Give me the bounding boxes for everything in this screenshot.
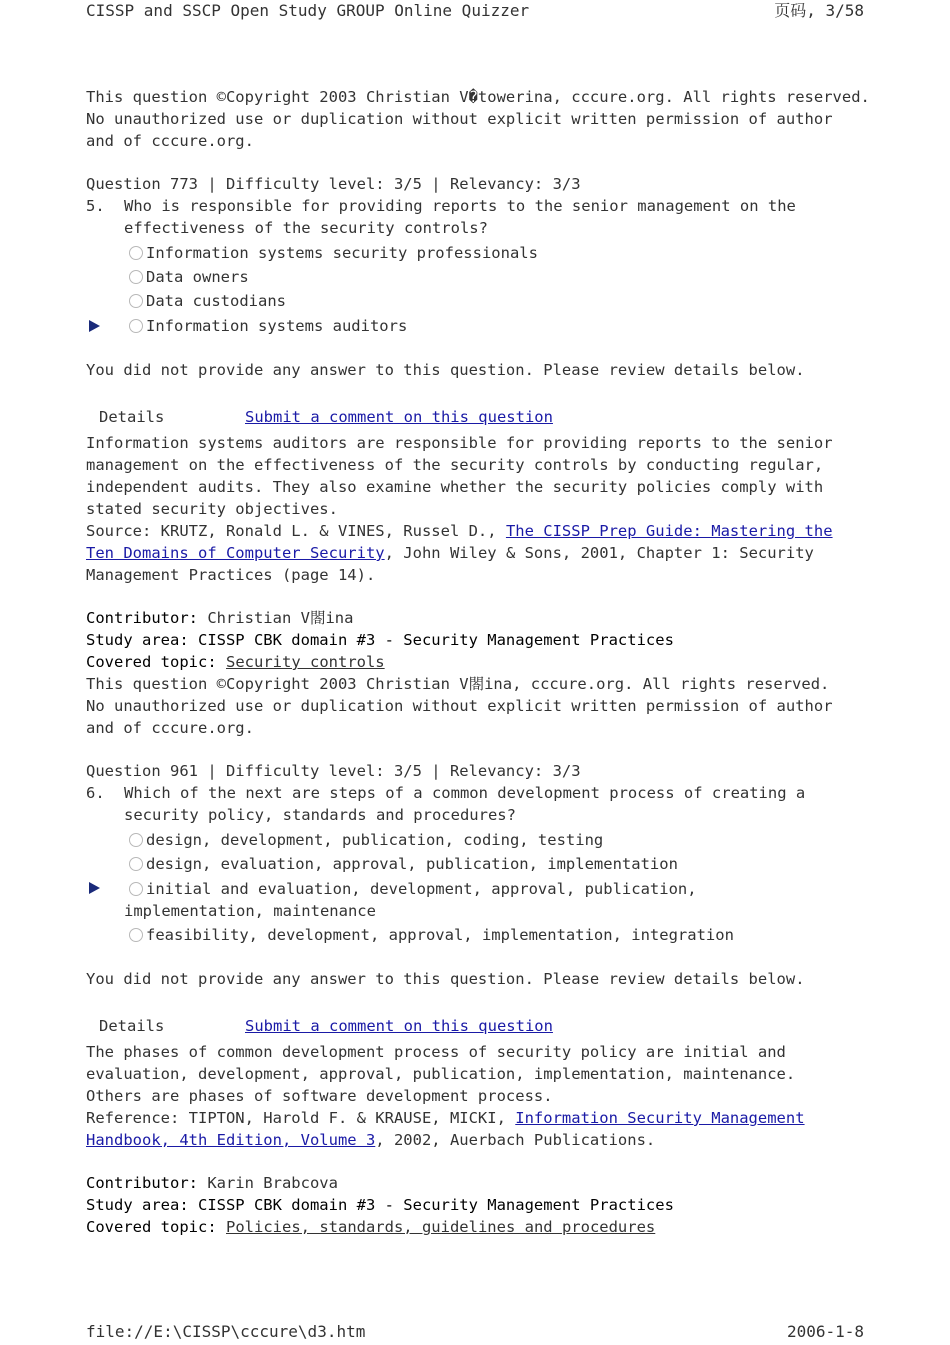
option-label-continued: implementation, maintenance: [124, 902, 376, 920]
source-suffix: , John Wiley & Sons, 2001, Chapter 1: Security: [384, 544, 814, 562]
option-label: design, development, publication, coding, testing: [146, 831, 604, 849]
explanation-line: The phases of common development process of security policy are initial and: [86, 1043, 786, 1061]
explanation-line: Others are phases of software development process.: [86, 1087, 553, 1105]
study-area: Study area: CISSP CBK domain #3 - Security Management Practices: [86, 631, 674, 649]
book-link[interactable]: Information Security Management: [515, 1109, 805, 1127]
book-link[interactable]: Ten Domains of Computer Security: [86, 544, 385, 562]
copyright-line: and of cccure.org.: [86, 719, 254, 737]
source-prefix: Source: KRUTZ, Ronald L. & VINES, Russel D.,: [86, 522, 506, 540]
question-number: 5.: [86, 197, 105, 215]
question-text: Which of the next are steps of a common development process of creating a: [124, 784, 806, 802]
radio-button[interactable]: [129, 857, 143, 871]
question-meta: Question 773 | Difficulty level: 3/5 | Relevancy: 3/3: [86, 175, 581, 193]
option-label: Information systems security professionals: [146, 244, 538, 262]
option-label: design, evaluation, approval, publication, implementation: [146, 855, 678, 873]
radio-button[interactable]: [129, 882, 143, 896]
explanation-line: management on the effectiveness of the security controls by conducting regular,: [86, 456, 824, 474]
explanation-line: Information systems auditors are responsible for providing reports to the senior: [86, 434, 833, 452]
submit-comment-link[interactable]: Submit a comment on this question: [245, 408, 553, 426]
answer-option[interactable]: [129, 829, 603, 851]
answer-option[interactable]: [129, 924, 734, 946]
radio-button[interactable]: [129, 246, 143, 260]
page-indicator: 页码, 3/58: [774, 1, 864, 20]
correct-answer-arrow-icon: [89, 320, 100, 332]
question-number: 6.: [86, 784, 105, 802]
header-title: CISSP and SSCP Open Study GROUP Online Quizzer: [86, 1, 530, 20]
copyright-line: No unauthorized use or duplication without explicit written permission of author: [86, 110, 833, 128]
study-area: Study area: CISSP CBK domain #3 - Security Management Practices: [86, 1196, 674, 1214]
copyright-line: No unauthorized use or duplication without explicit written permission of author: [86, 697, 833, 715]
no-answer-notice: You did not provide any answer to this question. Please review details below.: [86, 361, 805, 379]
radio-button[interactable]: [129, 270, 143, 284]
contributor-line: [86, 607, 353, 629]
radio-button[interactable]: [129, 294, 143, 308]
question-text: security policy, standards and procedures?: [124, 806, 516, 824]
question-text: effectiveness of the security controls?: [124, 219, 488, 237]
explanation-line: stated security objectives.: [86, 500, 338, 518]
radio-button[interactable]: [129, 319, 143, 333]
option-label: feasibility, development, approval, implementation, integration: [146, 926, 734, 944]
copyright-line: This question ©Copyright 2003 Christian V�towerina, cccure.org. All rights reserved.: [86, 88, 870, 106]
details-label: Details: [99, 1017, 165, 1035]
radio-button[interactable]: [129, 928, 143, 942]
reference-line: [86, 1107, 805, 1129]
answer-option[interactable]: [129, 853, 678, 875]
option-label: Information systems auditors: [146, 317, 408, 335]
option-label: Data owners: [146, 268, 249, 286]
footer-date: 2006-1-8: [786, 1322, 864, 1341]
answer-option[interactable]: [129, 266, 249, 288]
topic-link[interactable]: Policies, standards, guidelines and procedures: [226, 1218, 656, 1236]
answer-option[interactable]: [129, 315, 407, 337]
no-answer-notice: You did not provide any answer to this question. Please review details below.: [86, 970, 805, 988]
details-label: Details: [99, 408, 165, 426]
answer-option[interactable]: [129, 242, 538, 264]
topic-label: Covered topic:: [86, 653, 217, 671]
radio-button[interactable]: [129, 833, 143, 847]
option-label: initial and evaluation, development, approval, publication,: [146, 880, 697, 898]
source-line: Management Practices (page 14).: [86, 566, 376, 584]
topic-label: Covered topic:: [86, 1218, 217, 1236]
book-link[interactable]: The CISSP Prep Guide: Mastering the: [505, 522, 833, 540]
covered-topic-line: [86, 651, 385, 673]
copyright-line: This question ©Copyright 2003 Christian V閤ina, cccure.org. All rights reserved.: [86, 675, 830, 693]
copyright-line: and of cccure.org.: [86, 132, 254, 150]
contributor-line: [86, 1172, 338, 1194]
book-link[interactable]: Handbook, 4th Edition, Volume 3: [86, 1131, 376, 1149]
question-text: Who is responsible for providing reports to the senior management on the: [124, 197, 796, 215]
contributor-name: Karin Brabcova: [197, 1174, 338, 1192]
reference-suffix: , 2002, Auerbach Publications.: [375, 1131, 656, 1149]
source-line: [86, 542, 814, 564]
contributor-label: Contributor:: [86, 1174, 198, 1192]
question-meta: Question 961 | Difficulty level: 3/5 | Relevancy: 3/3: [86, 762, 581, 780]
contributor-name: Christian V閤ina: [197, 609, 354, 627]
footer-path: file://E:\CISSP\cccure\d3.htm: [86, 1322, 366, 1341]
source-line: [86, 520, 833, 542]
covered-topic-line: [86, 1216, 655, 1238]
reference-prefix: Reference: TIPTON, Harold F. & KRAUSE, MICKI,: [86, 1109, 516, 1127]
option-label: Data custodians: [146, 292, 286, 310]
submit-comment-link[interactable]: Submit a comment on this question: [245, 1017, 553, 1035]
correct-answer-arrow-icon: [89, 882, 100, 894]
contributor-label: Contributor:: [86, 609, 198, 627]
answer-option[interactable]: [129, 878, 697, 900]
reference-line: [86, 1129, 655, 1151]
explanation-line: independent audits. They also examine whether the security policies comply with: [86, 478, 824, 496]
answer-option[interactable]: [129, 290, 286, 312]
topic-link[interactable]: Security controls: [226, 653, 385, 671]
explanation-line: evaluation, development, approval, publication, implementation, maintenance.: [86, 1065, 796, 1083]
